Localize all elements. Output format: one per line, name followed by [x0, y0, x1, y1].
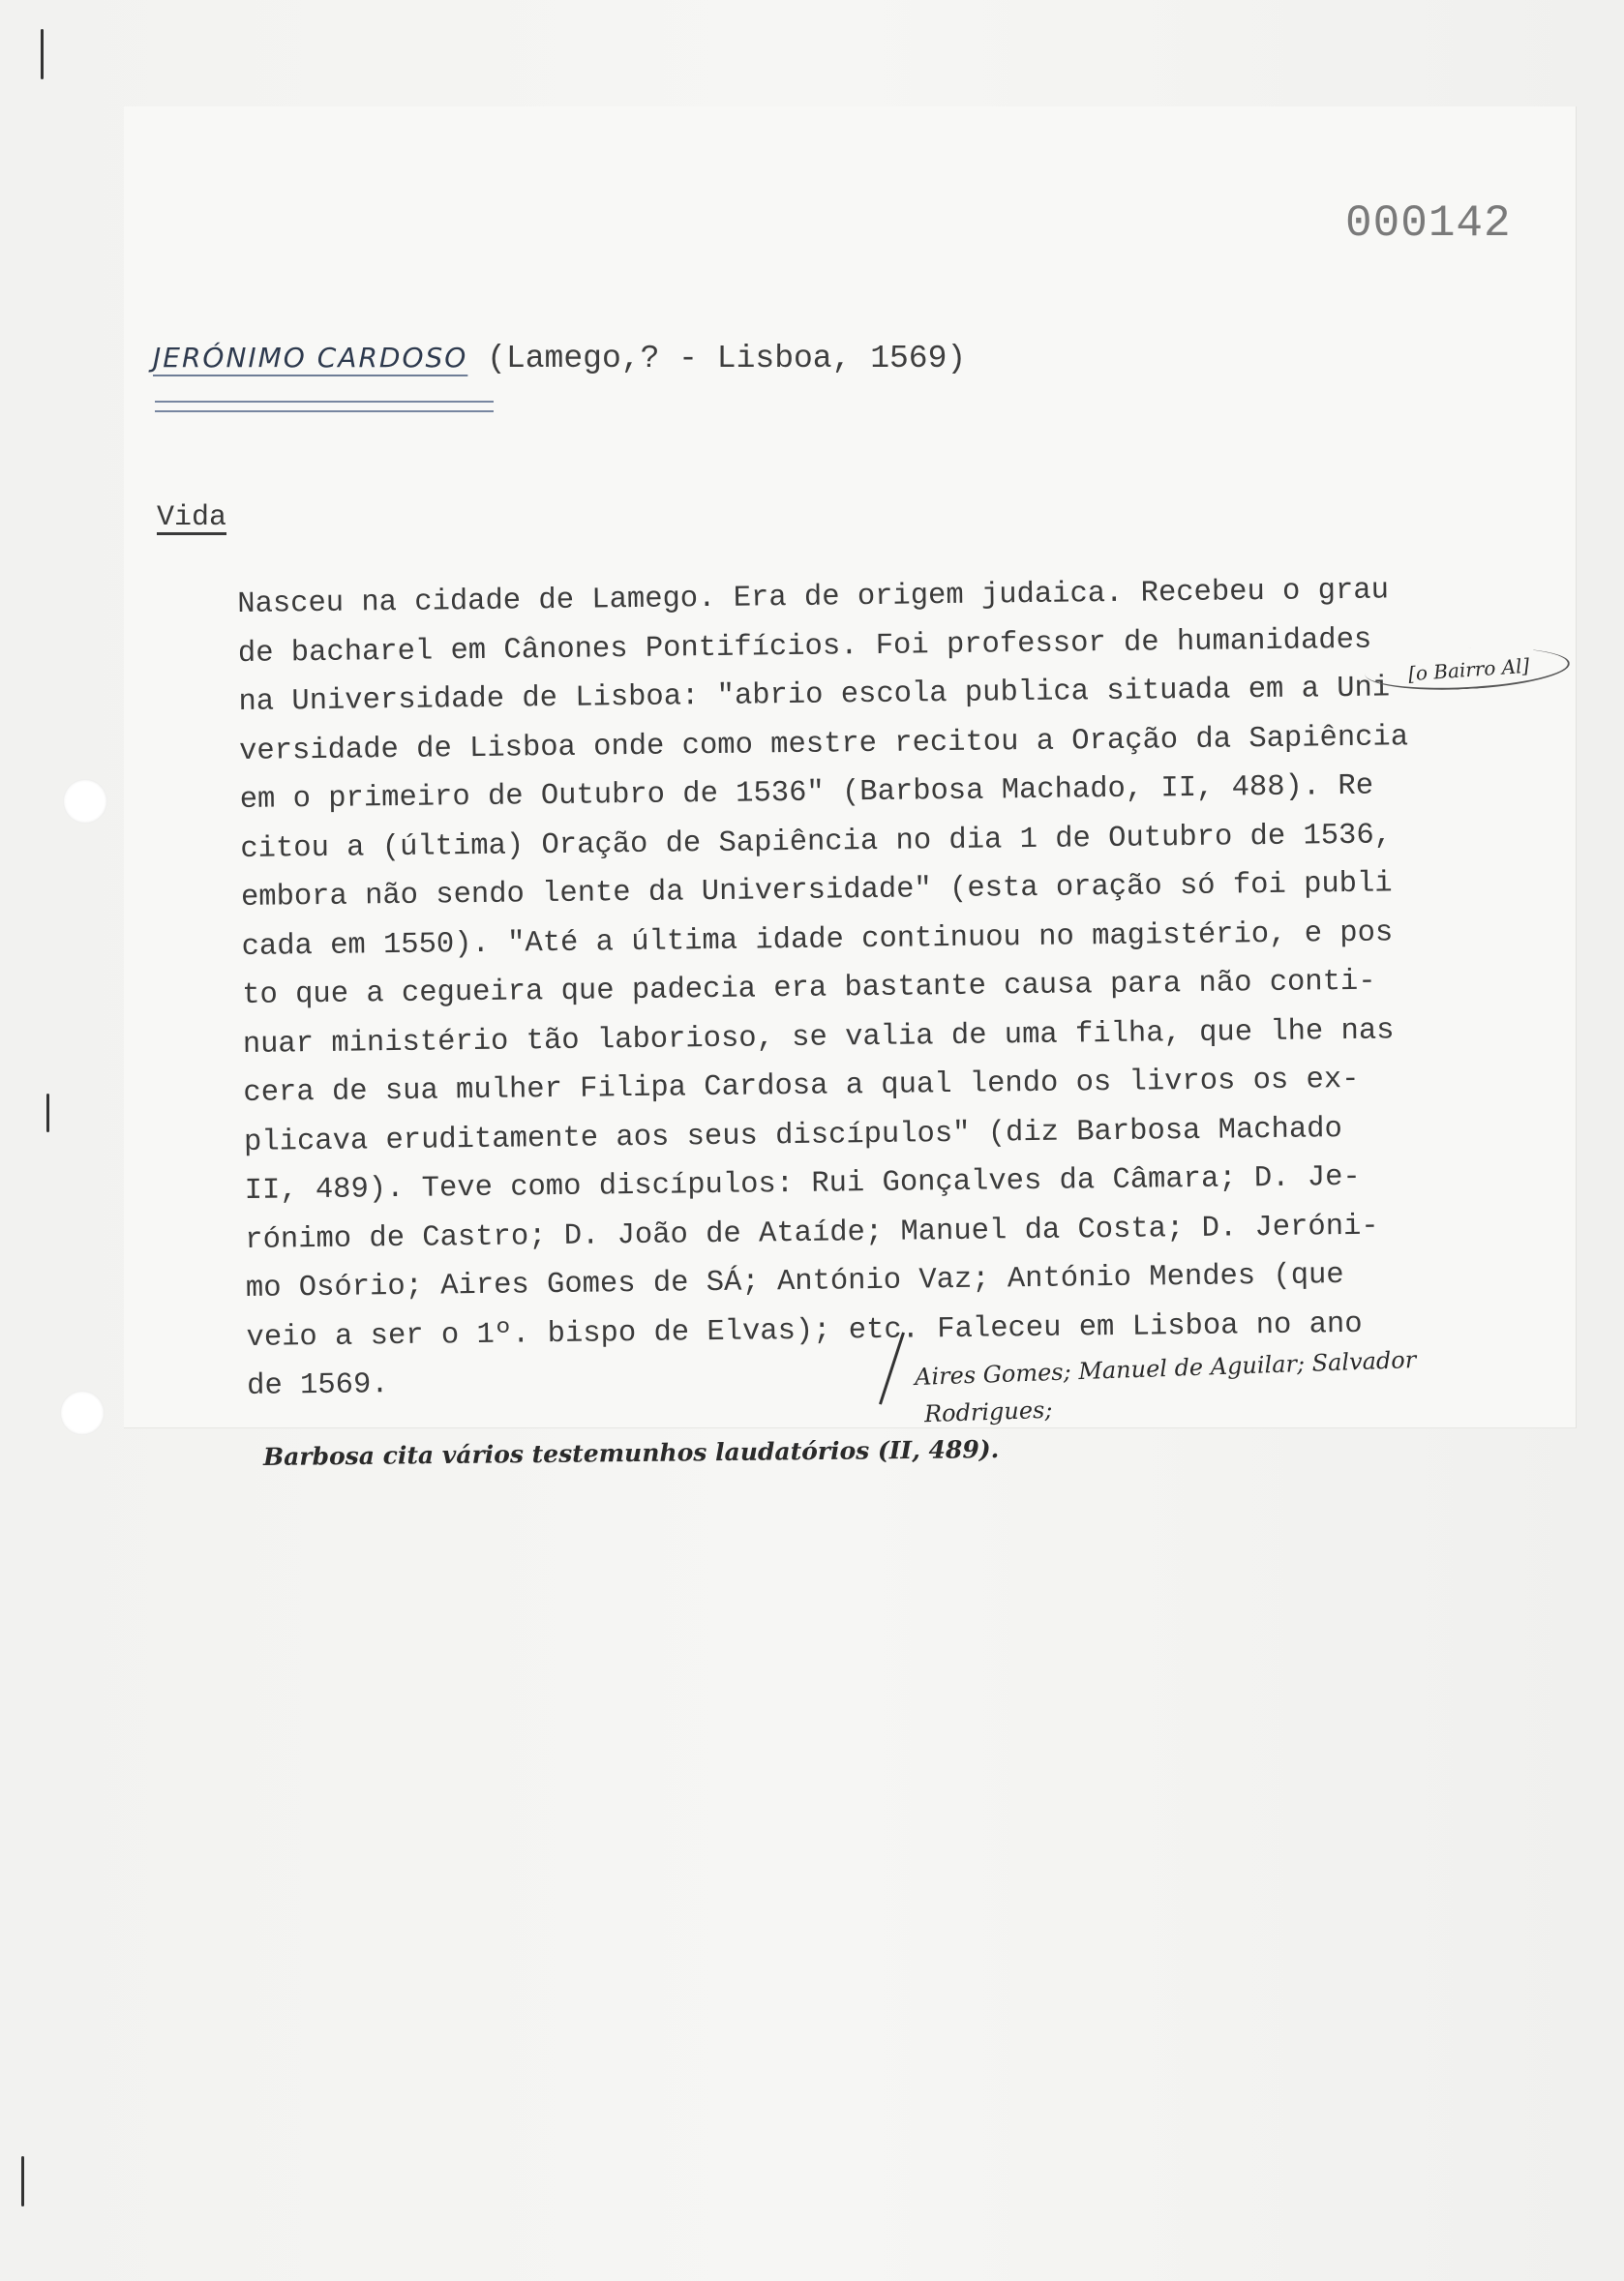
document-title: [153, 341, 966, 376]
title-underline: [155, 401, 494, 412]
punch-hole: [60, 1391, 105, 1435]
body-line: nuar ministério tão laborioso, se valia de uma filha, que lhe nas: [242, 1013, 1395, 1062]
handwritten-footnote: Barbosa cita vários testemunhos laudatórios (II, 489).: [262, 1435, 1000, 1471]
document-stamp-number: 000142: [1345, 198, 1512, 249]
punch-hole: [63, 779, 107, 824]
body-line: plicava eruditamente aos seus discípulos" (diz Barbosa Machado: [243, 1112, 1343, 1159]
body-line: Nasceu na cidade de Lamego. Era de origem judaica. Recebeu o grau: [237, 574, 1390, 621]
handwritten-margin-note: Aires Gomes; Manuel de Aguilar; Salvador: [914, 1345, 1417, 1392]
body-line: de bacharel em Cânones Pontifícios. Foi professor de humanidades: [237, 623, 1372, 671]
binding-mark: [41, 29, 44, 79]
binding-mark: [46, 1094, 49, 1132]
body-line: to que a cegueira que padecia era bastante causa para não conti-: [242, 965, 1376, 1012]
body-line: veio a ser o 1º. bispo de Elvas); etc. Faleceu em Lisboa no ano: [246, 1307, 1363, 1355]
handwritten-insert-note: [o Bairro Al]: [1407, 653, 1531, 686]
body-line: na Universidade de Lisboa: "abrio escola publica situada em a Uni: [238, 672, 1391, 719]
binding-mark: [21, 2156, 24, 2206]
section-heading: Vida: [157, 501, 227, 534]
body-line: cada em 1550). "Até a última idade continuou no magistério, e pos: [241, 915, 1394, 964]
title-name: JERÓNIMO CARDOSO: [153, 342, 468, 374]
body-line: rónimo de Castro; D. João de Ataíde; Manuel da Costa; D. Jeróni-: [245, 1210, 1379, 1257]
body-line: cera de sua mulher Filipa Cardosa a qual lendo os livros os ex-: [243, 1063, 1360, 1110]
body-paragraph: [237, 565, 1544, 1412]
body-line: em o primeiro de Outubro de 1536" (Barbosa Machado, II, 488). Re: [239, 769, 1374, 817]
body-line: II, 489). Teve como discípulos: Rui Gonçalves da Câmara; D. Je-: [244, 1160, 1361, 1208]
body-line: embora não sendo lente da Universidade" (esta oração só foi publi: [240, 867, 1393, 915]
body-line: versidade de Lisboa onde como mestre recitou a Oração da Sapiência: [238, 720, 1409, 768]
body-line: de 1569.: [246, 1368, 389, 1403]
body-line: citou a (última) Oração de Sapiência no dia 1 de Outubro de 1536,: [240, 818, 1393, 866]
body-line: mo Osório; Aires Gomes de SÁ; António Vaz; António Mendes (que: [245, 1259, 1344, 1306]
title-details: (Lamego,? - Lisboa, 1569): [487, 341, 967, 376]
handwritten-margin-note: Rodrigues;: [923, 1396, 1053, 1428]
